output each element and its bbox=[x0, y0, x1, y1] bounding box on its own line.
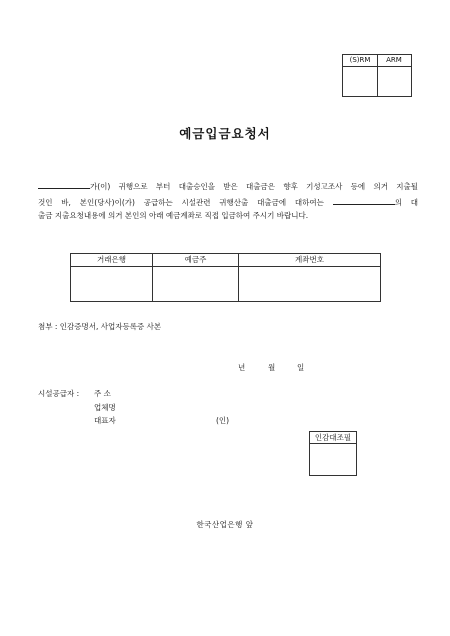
seal-verification-box bbox=[309, 431, 357, 476]
header-bank: 거래은행 bbox=[97, 255, 126, 264]
body-line-2-text-b: 의 대 bbox=[394, 198, 418, 207]
approval-header-arm: ARM bbox=[377, 55, 411, 67]
supplier-label: 시설공급자 : bbox=[38, 389, 80, 398]
date-year-label: 년 bbox=[238, 363, 246, 372]
applicant-blank[interactable] bbox=[38, 181, 90, 189]
account-table-header bbox=[71, 254, 380, 267]
account-number-cell[interactable] bbox=[239, 267, 380, 301]
date-month-label: 월 bbox=[268, 363, 276, 372]
header-depositor: 예금주 bbox=[184, 255, 207, 264]
document-title: 예금입금요청서 bbox=[179, 126, 271, 141]
approval-cell-srm[interactable] bbox=[343, 67, 378, 96]
company-label: 업체명 bbox=[94, 403, 116, 412]
approval-cell-arm[interactable] bbox=[377, 67, 411, 96]
seal-mark: (인) bbox=[216, 416, 230, 425]
representative-label: 대표자 bbox=[94, 416, 116, 425]
approval-header-srm: (S)RM bbox=[343, 55, 378, 67]
approval-box bbox=[342, 54, 412, 97]
depositor-cell[interactable] bbox=[153, 267, 238, 301]
address-label: 주 소 bbox=[94, 389, 111, 398]
body-line-2-text-a: 것인 바, 본인(당사)이(가) 공급하는 시설관련 귀행산출 대출금에 대하여는 bbox=[38, 198, 324, 207]
body-line-3: 출금 지출요청내용에 의거 본인의 아래 예금계좌로 직접 입금하여 주시기 바랍니다. bbox=[38, 211, 309, 220]
body-line-2 bbox=[38, 197, 418, 207]
recipient: 한국산업은행 앞 bbox=[196, 520, 254, 529]
header-account-number: 계좌번호 bbox=[295, 255, 324, 264]
bank-cell[interactable] bbox=[71, 267, 152, 301]
body-line-1-text: 가(이) 귀행으로 부터 대출승인을 받은 대출금은 향후 기성고조사 등에 의거 지출될 bbox=[90, 182, 418, 191]
amount-blank[interactable] bbox=[333, 197, 395, 205]
body-line-1 bbox=[38, 181, 418, 191]
seal-verification-label: 인감대조필 bbox=[310, 432, 356, 444]
attachment-note: 첨부 : 인감증명서, 사업자등록증 사본 bbox=[38, 322, 162, 331]
seal-verification-cell[interactable] bbox=[310, 444, 356, 475]
account-table bbox=[70, 253, 381, 302]
date-day-label: 일 bbox=[297, 363, 305, 372]
